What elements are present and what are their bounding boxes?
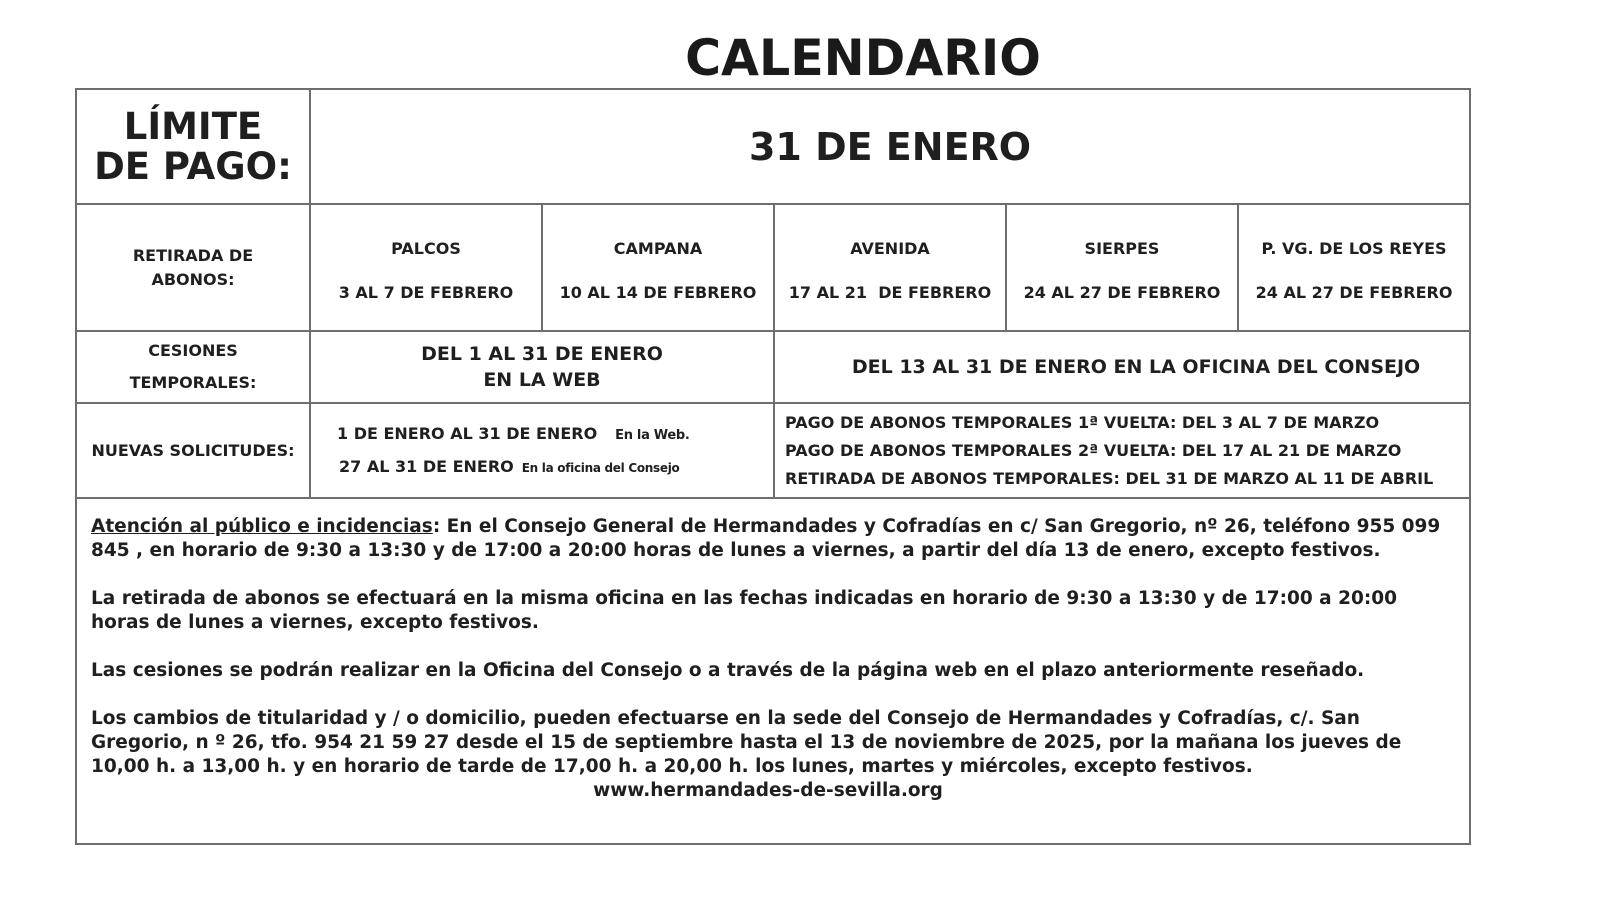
website-link[interactable]: www.hermandades-de-sevilla.org <box>593 780 943 801</box>
row-nuevas-solicitudes <box>76 403 1470 498</box>
note-cambios <box>91 707 1455 803</box>
nuevas-place: En la oficina del Consejo <box>521 460 680 475</box>
atencion-text: : En el Consejo General de Hermandades y Cofradías en c/ San Gregorio, nº 26, teléfono 955 099 845 , en horario de 9:30 a 13:30 y de 17:00 a 20:00 horas de lunes a viernes, a partir del día 13 de enero, excepto festivos. <box>91 516 1441 561</box>
zone-name: PALCOS <box>391 238 461 258</box>
cesiones-web-line2: EN LA WEB <box>483 369 601 391</box>
limite-pago-label-line2: DE PAGO: <box>94 144 292 188</box>
nuevas-dates: 1 DE ENERO AL 31 DE ENERO <box>337 423 598 443</box>
zone-cell-reyes <box>1238 204 1470 331</box>
zone-name: SIERPES <box>1084 238 1160 258</box>
cesiones-web-cell <box>310 331 774 403</box>
nuevas-place: En la Web. <box>615 427 690 443</box>
abonos-temporales-cell <box>774 403 1470 498</box>
zone-name: CAMPANA <box>613 238 703 258</box>
limite-pago-label <box>76 89 310 204</box>
cambios-text: Los cambios de titularidad y / o domicilio, pueden efectuarse en la sede del Consejo de Hermandades y Cofradías, c/. San Gregorio, n º 26, tfo. 954 21 59 27 desde el 15 de septiembre hasta el 13 de noviembre de 2025, por la mañana los jueves de 10,00 h. a 13,00 h. y en horario de tarde de 17,00 h. a 20,00 h. los lunes, martes y miércoles, excepto festivos. <box>91 708 1402 777</box>
temporales-line: RETIRADA DE ABONOS TEMPORALES: DEL 31 DE MARZO AL 11 DE ABRIL <box>785 468 1434 488</box>
row-retirada-abonos <box>76 204 1470 331</box>
nuevas-solicitudes-label: NUEVAS SOLICITUDES: <box>76 403 310 498</box>
nuevas-dates: 27 AL 31 DE ENERO <box>339 456 514 476</box>
zone-name: AVENIDA <box>850 238 930 258</box>
retirada-abonos-label-line1: RETIRADA DE <box>132 245 254 265</box>
zone-cell-sierpes <box>1006 204 1238 331</box>
calendar-table <box>75 88 1471 845</box>
note-cesiones: Las cesiones se podrán realizar en la Oficina del Consejo o a través de la página web en el plazo anteriormente reseñado. <box>91 660 1365 681</box>
page-title: CALENDARIO <box>685 29 1041 87</box>
temporales-line: PAGO DE ABONOS TEMPORALES 1ª VUELTA: DEL 3 AL 7 DE MARZO <box>785 412 1380 432</box>
notes-cell <box>76 498 1470 844</box>
zone-dates: 24 AL 27 DE FEBRERO <box>1023 282 1221 302</box>
zone-cell-campana <box>542 204 774 331</box>
zone-dates: 3 AL 7 DE FEBRERO <box>338 282 514 302</box>
nuevas-line-oficina <box>337 451 773 484</box>
limite-pago-value: 31 DE ENERO <box>310 89 1470 204</box>
cesiones-label <box>76 331 310 403</box>
cesiones-oficina-cell: DEL 13 AL 31 DE ENERO EN LA OFICINA DEL CONSEJO <box>774 331 1470 403</box>
nuevas-line-web <box>337 418 773 451</box>
retirada-abonos-label <box>76 204 310 331</box>
note-retirada: La retirada de abonos se efectuará en la misma oficina en las fechas indicadas en horario de 9:30 a 13:30 y de 17:00 a 20:00 horas de lunes a viernes, excepto festivos. <box>91 588 1397 633</box>
row-notes <box>76 498 1470 844</box>
row-limite-pago <box>76 89 1470 204</box>
temporales-line: PAGO DE ABONOS TEMPORALES 2ª VUELTA: DEL 17 AL 21 DE MARZO <box>785 440 1402 460</box>
limite-pago-label-line1: LÍMITE <box>123 104 263 148</box>
cesiones-label-line1: CESIONES <box>148 341 238 360</box>
cesiones-web-line1: DEL 1 AL 31 DE ENERO <box>421 343 663 365</box>
zone-cell-palcos <box>310 204 542 331</box>
zone-dates: 24 AL 27 DE FEBRERO <box>1255 282 1453 302</box>
zone-dates: 17 AL 21 DE FEBRERO <box>788 282 992 302</box>
retirada-abonos-label-line2: ABONOS: <box>151 269 235 289</box>
row-cesiones-temporales <box>76 331 1470 403</box>
note-atencion <box>91 515 1455 563</box>
zone-dates: 10 AL 14 DE FEBRERO <box>559 282 757 302</box>
zone-cell-avenida <box>774 204 1006 331</box>
zone-name: P. VG. DE LOS REYES <box>1261 238 1447 258</box>
nuevas-solicitudes-dates-cell <box>310 403 774 498</box>
atencion-label: Atención al público e incidencias <box>91 516 433 537</box>
cesiones-label-line2: TEMPORALES: <box>129 373 257 392</box>
